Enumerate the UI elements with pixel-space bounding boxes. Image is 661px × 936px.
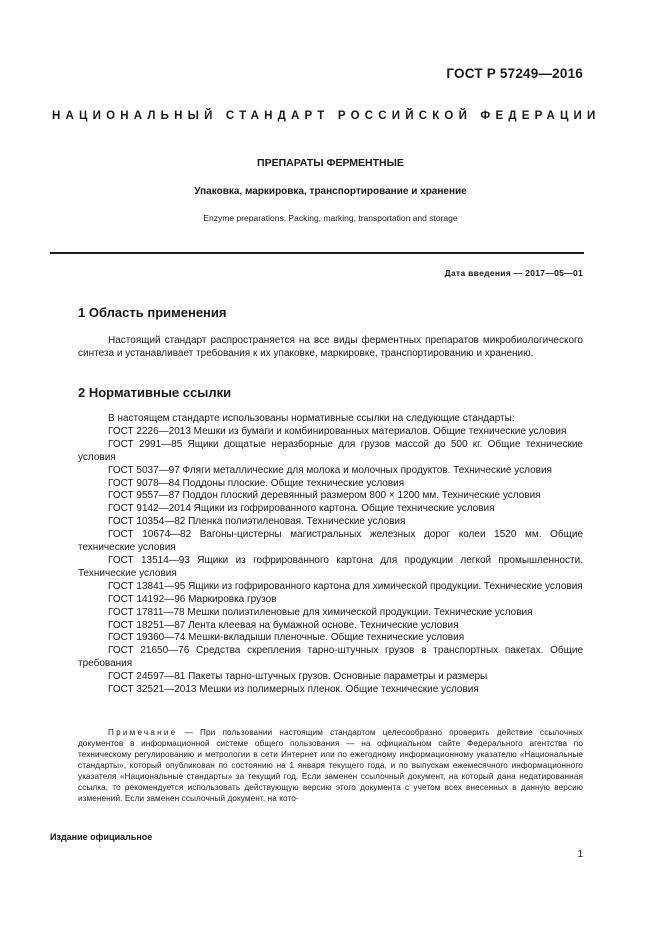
note-text: — При пользовании настоящим стандартом целесообразно проверить действие ссылочных документов в информационной системе общего пользования — на официальном сайте Федерального агентства по техническому регулированию и метрологии в сети Интернет или по ежегодному информационному указателю «Национальные стандарты», который опубликован по состоянию на 1 января текущего года, и по выпускам ежемесячного информационного указателя «Национальные стандарты» за текущий год. Если заменен ссылочный документ, на который дана недатированная ссылка, то рекомендуется использовать действующую версию этого документа с учетом всех внесенных в данную версию изменений. Если заменен ссылочный документ, на кото- — [78, 728, 583, 803]
section-1-paragraph: Настоящий стандарт распространяется на все виды ферментных препаратов микробиологического синтеза и устанавливает требования к их упаковке, маркировке, транспортированию и хранению. — [78, 335, 583, 359]
reference-item: ГОСТ 32521—2013 Мешки из полимерных пленок. Общие технические условия — [108, 684, 479, 696]
header-divider — [50, 252, 584, 254]
reference-item: ГОСТ 10674—82 Вагоны-цистерны магистральных железных дорог колеи 1520 мм. Общие технические условия — [78, 529, 583, 554]
reference-item: ГОСТ 2991—85 Ящики дощатые неразборные для грузов массой до 500 кг. Общие технические условия — [78, 438, 583, 463]
references-intro: В настоящем стандарте использованы нормативные ссылки на следующие стандарты: — [108, 413, 515, 424]
official-edition-label: Издание официальное — [50, 832, 153, 842]
national-standard-banner: НАЦИОНАЛЬНЫЙ СТАНДАРТ РОССИЙСКОЙ ФЕДЕРАЦИИ — [52, 110, 601, 122]
reference-item: ГОСТ 13841—95 Ящики из гофрированного картона для химической продукции. Технические условия — [108, 580, 583, 592]
section-1-text — [78, 334, 583, 360]
page-number: 1 — [577, 849, 583, 860]
introduction-date: Дата введения — 2017—05—01 — [444, 268, 583, 278]
reference-item: ГОСТ 2226—2013 Мешки из бумаги и комбинированных материалов. Общие технические условия — [108, 425, 567, 437]
reference-item: ГОСТ 14192—96 Маркировка грузов — [108, 593, 277, 605]
reference-item: ГОСТ 19360—74 Мешки-вкладыши пленочные. Общие технические условия — [108, 632, 465, 644]
reference-item: ГОСТ 24597—81 Пакеты тарно-штучных грузов. Основные параметры и размеры — [108, 671, 488, 683]
document-subtitle: Упаковка, маркировка, транспортирование и хранение — [194, 186, 467, 197]
reference-item: ГОСТ 17811—78 Мешки полиэтиленовые для химической продукции. Технические условия — [108, 606, 533, 618]
reference-item: ГОСТ 13514—93 Ящики из гофрированного картона для продукции легкой промышленности. Технические условия — [78, 554, 583, 579]
reference-item: ГОСТ 10354—82 Пленка полиэтиленовая. Технические условия — [108, 516, 406, 528]
note-label: Примечание — [108, 728, 178, 737]
section-2-heading: 2 Нормативные ссылки — [78, 385, 232, 400]
reference-item: ГОСТ 21650—76 Средства скрепления тарно-штучных грузов в транспортных пакетах. Общие требования — [78, 645, 583, 670]
reference-item: ГОСТ 18251—87 Лента клеевая на бумажной основе. Технические условия — [108, 619, 459, 631]
document-number: ГОСТ Р 57249—2016 — [446, 66, 583, 81]
document-title: ПРЕПАРАТЫ ФЕРМЕНТНЫЕ — [257, 157, 404, 169]
document-title-english: Enzyme preparations. Packing, marking, transportation and storage — [203, 213, 458, 223]
references-note — [78, 727, 583, 804]
reference-item: ГОСТ 9078—84 Поддоны плоские. Общие технические условия — [108, 477, 405, 489]
reference-item: ГОСТ 9142—2014 Ящики из гофрированного картона. Общие технические условия — [108, 503, 495, 515]
reference-item: ГОСТ 5037—97 Фляги металлические для молока и молочных продуктов. Технические условия — [108, 464, 552, 476]
reference-item: ГОСТ 9557—87 Поддон плоский деревянный размером 800 × 1200 мм. Технические условия — [108, 490, 541, 502]
section-1-heading: 1 Область применения — [78, 305, 227, 320]
normative-references — [78, 413, 583, 697]
